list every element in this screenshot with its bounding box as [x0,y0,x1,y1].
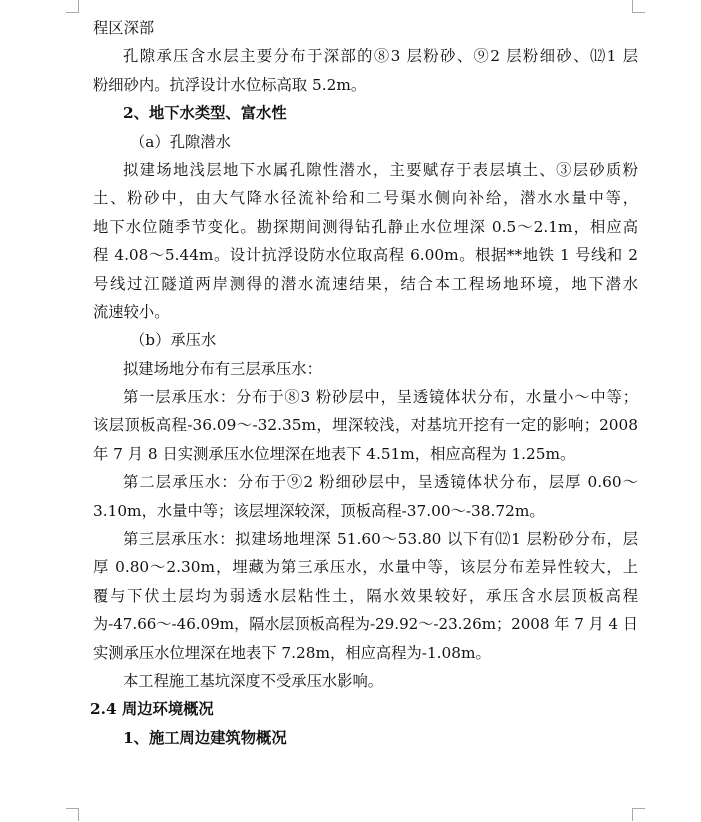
body-line: 拟建场地浅层地下水属孔隙性潜水，主要赋存于表层填土、③层砂质粉 [123,160,638,179]
body-line: 实测承压水位埋深在地表下 7.28m，相应高程为-1.08m。 [93,643,491,662]
section-heading: 2、地下水类型、富水性 [123,104,287,123]
body-line: 3.10m，水量中等；该层埋深较深，顶板高程-37.00～-38.72m。 [93,501,545,520]
body-line: 地下水位随季节变化。勘探期间测得钻孔静止水位埋深 0.5～2.1m，相应高 [93,217,638,236]
section-heading: 1、施工周边建筑物概况 [123,728,287,747]
body-line: 流速较小。 [93,302,170,321]
body-line: 粉细砂内。抗浮设计水位标高取 5.2m。 [93,75,367,94]
body-line: 程区深部 [93,19,155,37]
body-line: 孔隙承压含水层主要分布于深部的⑧3 层粉砂、⑨2 层粉细砂、⑿1 层 [123,47,638,66]
body-line: 号线过江隧道两岸测得的潜水流速结果，结合本工程场地环境，地下潜水 [93,274,638,293]
body-line: 年 7 月 8 日实测承压水位埋深在地表下 4.51m，相应高程为 1.25m。 [93,444,576,463]
section-heading: 2.4 周边环境概况 [90,700,214,719]
crop-mark-bottom-right [632,808,645,821]
body-line: 厚 0.80～2.30m，埋藏为第三承压水，水量中等，该层分布差异性较大，上 [93,558,638,577]
body-line: 程 4.08～5.44m。设计抗浮设防水位取高程 6.00m。根据**地铁 1 号线和 2 [93,246,638,265]
crop-mark-bottom-left [66,808,79,821]
body-line: 本工程施工基坑深度不受承压水影响。 [123,671,384,690]
body-line: 第二层承压水：分布于⑨2 粉细砂层中，呈透镜体状分布，层厚 0.60～ [123,473,638,492]
document-body [90,14,638,752]
body-line: 第三层承压水：拟建场地埋深 51.60～53.80 以下有⑿1 层粉砂分布，层 [123,530,638,549]
body-line: 为-47.66～-46.09m，隔水层顶板高程为-29.92～-23.26m；2008 年 7 月 4 日 [93,615,638,634]
crop-mark-top-left [66,0,79,13]
body-line: 土、粉砂中，由大气降水径流补给和二号渠水侧向补给，潜水水量中等， [93,189,638,208]
body-line: 覆与下伏土层均为弱透水层粘性土，隔水效果较好，承压含水层顶板高程 [93,586,638,605]
subsection-heading: （a）孔隙潜水 [130,132,231,151]
body-line: 拟建场地分布有三层承压水： [123,359,322,378]
subsection-heading: （b）承压水 [130,331,217,350]
crop-mark-top-right [632,0,645,13]
body-line: 第一层承压水：分布于⑧3 粉砂层中，呈透镜体状分布，水量小～中等； [123,388,638,407]
body-line: 该层顶板高程-36.09～-32.35m，埋深较浅，对基坑开挖有一定的影响；2008 [93,416,638,435]
